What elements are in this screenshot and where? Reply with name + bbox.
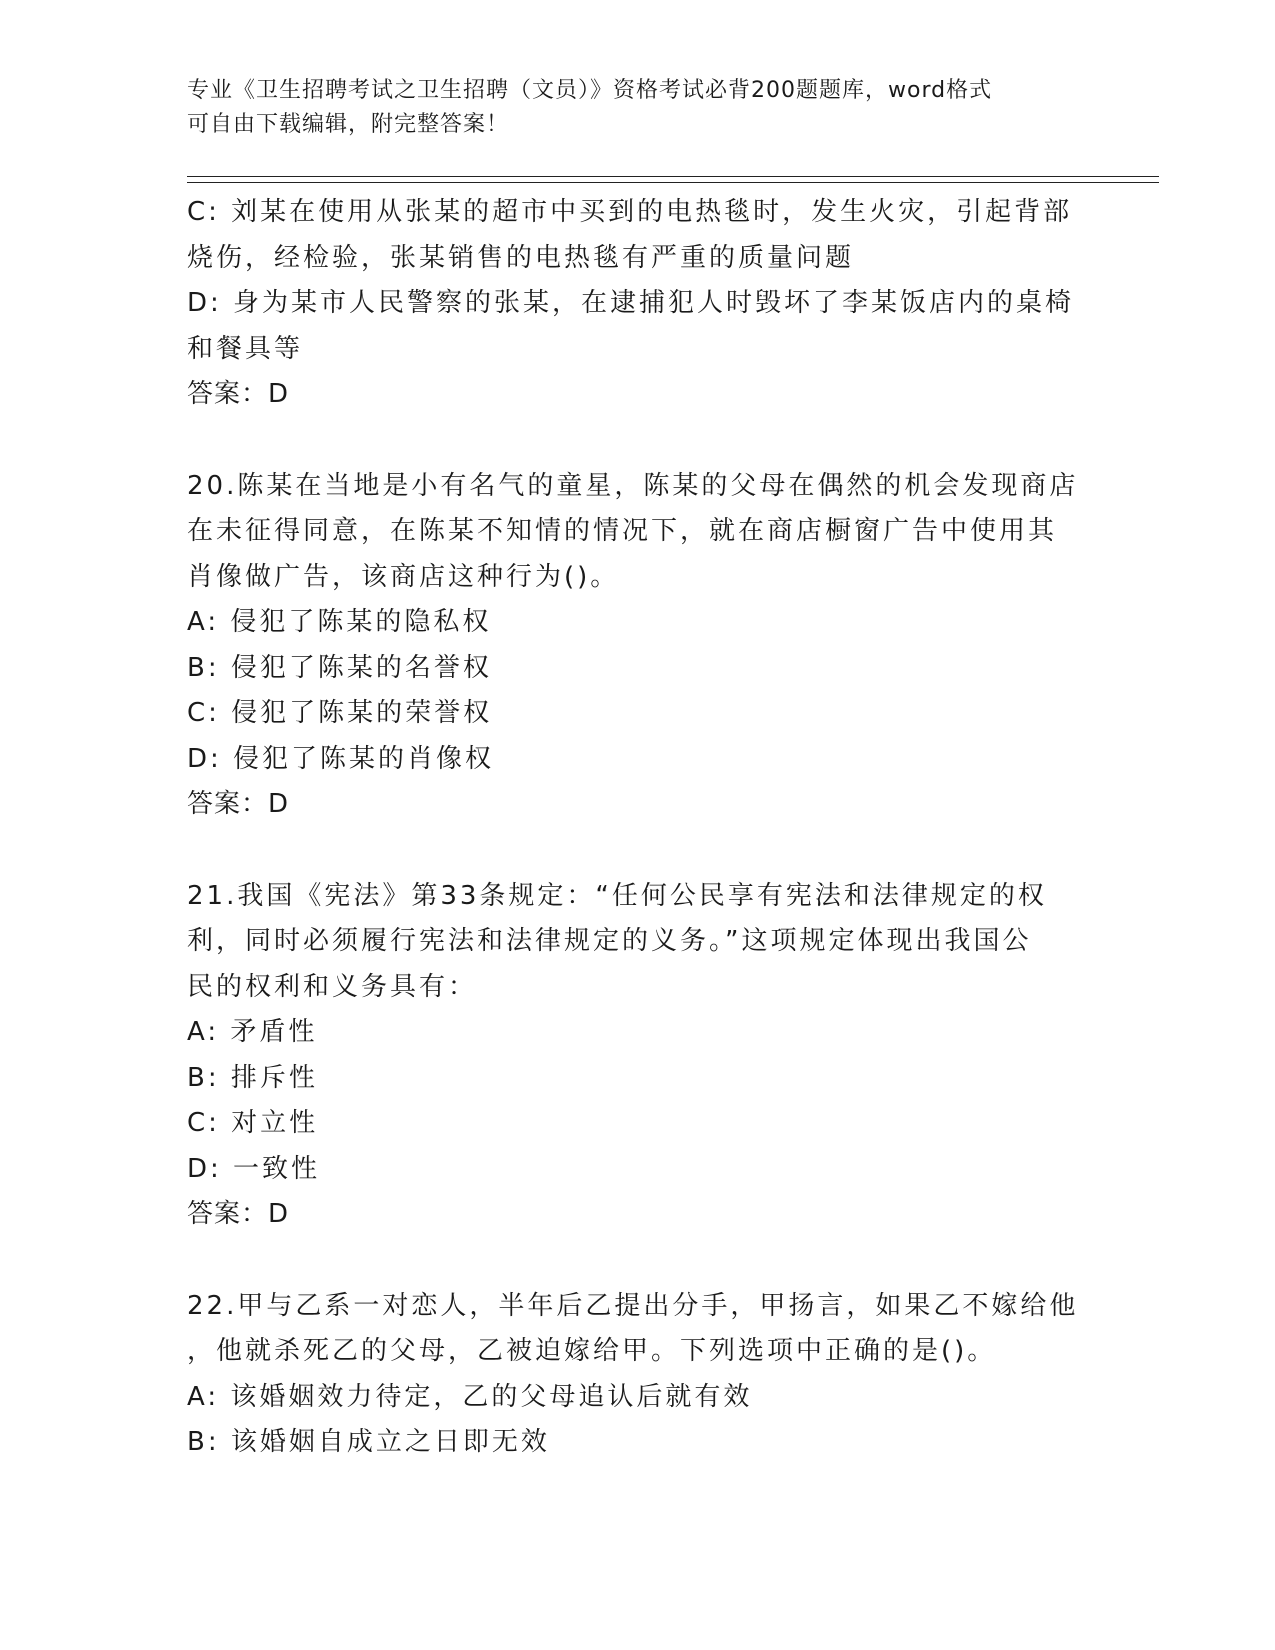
header-divider-bottom — [187, 182, 1159, 183]
question-stem-line-1: 21.我国《宪法》第33条规定：“任何公民享有宪法和法律规定的权 — [187, 880, 1047, 911]
option-c: C: 侵犯了陈某的荣誉权 — [187, 698, 493, 728]
option-b: B: 排斥性 — [187, 1062, 318, 1093]
question-stem-line-1: 22.甲与乙系一对恋人，半年后乙提出分手，甲扬言，如果乙不嫁给他 — [187, 1290, 1079, 1321]
answer-label: 答案：D — [187, 379, 290, 409]
option-b: B: 侵犯了陈某的名誉权 — [187, 652, 492, 683]
question-stem-line-3: 肖像做广告，该商店这种行为()。 — [187, 561, 620, 592]
question-19-tail — [187, 190, 1087, 418]
question-stem-line-1: 20.陈某在当地是小有名气的童星，陈某的父母在偶然的机会发现商店 — [187, 470, 1079, 501]
answer-label: 答案：D — [187, 1199, 290, 1229]
option-d-line-1: D: 身为某市人民警察的张某，在逮捕犯人时毁坏了李某饭店内的桌椅 — [187, 288, 1075, 318]
question-list — [187, 190, 1087, 1466]
option-d: D: 一致性 — [187, 1153, 321, 1184]
option-c: C: 对立性 — [187, 1108, 319, 1138]
option-d-line-2: 和餐具等 — [187, 333, 304, 364]
header-divider-top — [187, 176, 1159, 177]
header-title-line-1: 专业《卫生招聘考试之卫生招聘（文员）》资格考试必背200题题库，word格式 — [187, 78, 993, 103]
option-c-line-1: C: 刘某在使用从张某的超市中买到的电热毯时，发生火灾，引起背部 — [187, 197, 1073, 227]
document-header — [187, 74, 1087, 142]
question-spacer — [187, 1238, 1087, 1284]
question-stem-line-3: 民的权利和义务具有： — [187, 971, 478, 1002]
option-c-line-2: 烧伤，经检验，张某销售的电热毯有严重的质量问题 — [187, 242, 855, 273]
option-a: A: 侵犯了陈某的隐私权 — [187, 607, 492, 637]
question-spacer — [187, 828, 1087, 874]
question-22 — [187, 1284, 1087, 1466]
question-stem-line-2: 在未征得同意，在陈某不知情的情况下，就在商店橱窗广告中使用其 — [187, 516, 1058, 546]
answer-label: 答案：D — [187, 789, 290, 819]
option-a: A: 该婚姻效力待定，乙的父母追认后就有效 — [187, 1381, 753, 1412]
option-b: B: 该婚姻自成立之日即无效 — [187, 1427, 550, 1457]
question-spacer — [187, 418, 1087, 464]
question-20 — [187, 464, 1087, 828]
question-stem-line-2: ，他就杀死乙的父母，乙被迫嫁给甲。下列选项中正确的是()。 — [187, 1336, 997, 1366]
question-21 — [187, 874, 1087, 1238]
option-a: A: 矛盾性 — [187, 1017, 318, 1047]
option-d: D: 侵犯了陈某的肖像权 — [187, 743, 495, 774]
header-title-line-2: 可自由下载编辑，附完整答案！ — [187, 112, 510, 137]
question-stem-line-2: 利，同时必须履行宪法和法律规定的义务。”这项规定体现出我国公 — [187, 926, 1032, 956]
